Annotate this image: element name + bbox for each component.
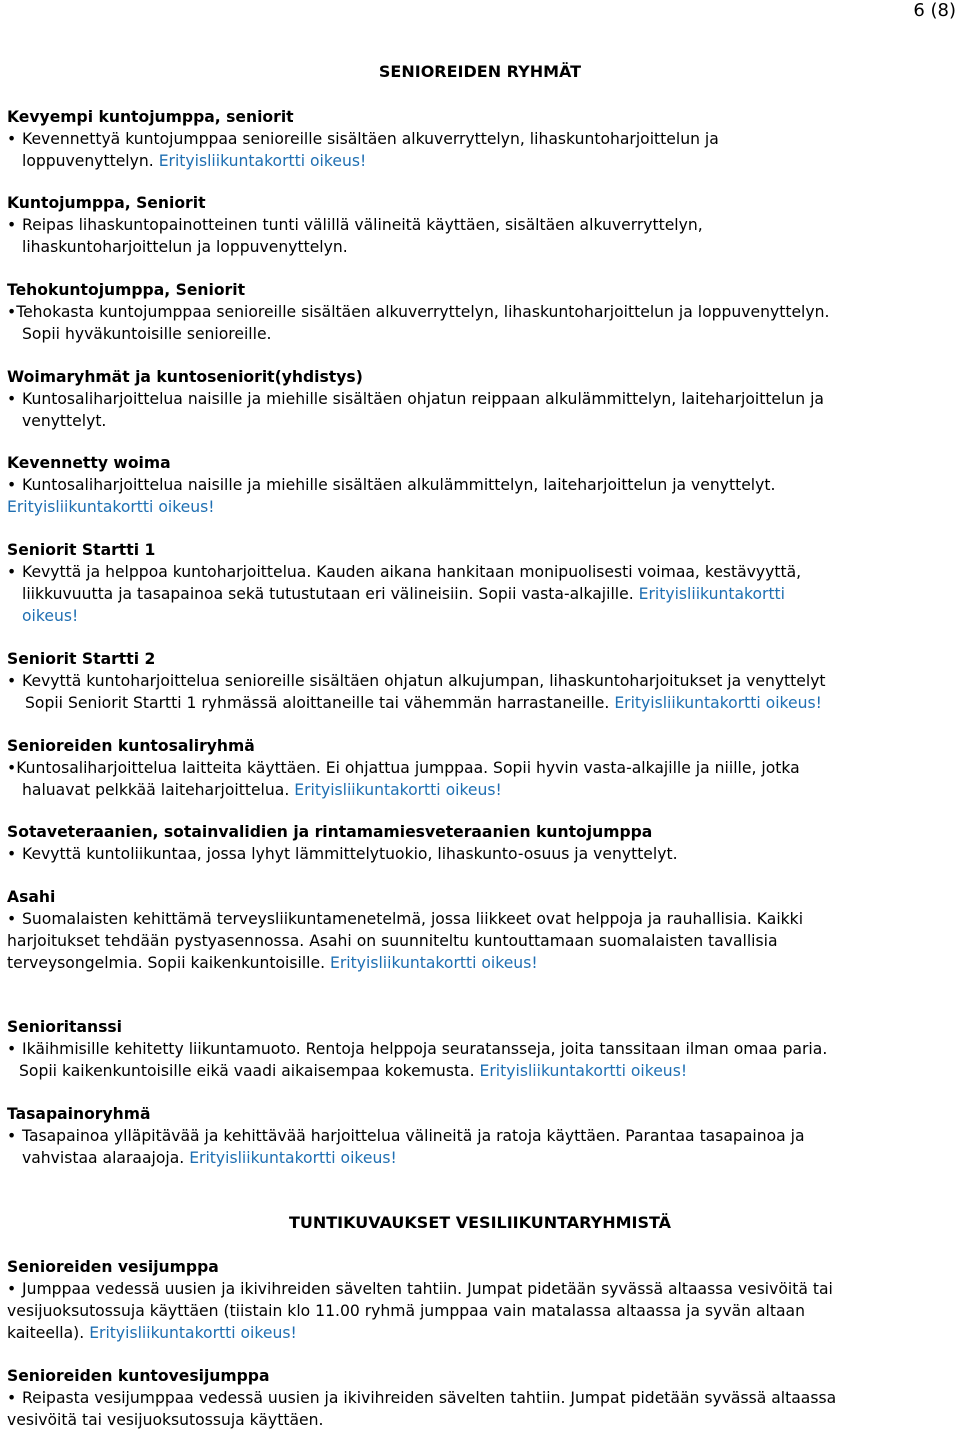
description-text: Tehokasta kuntojumppaa senioreille sisältäen alkuverryttelyn, lihaskuntoharjoittelun ja loppuvenyttelyn. [16, 303, 830, 321]
section-kuntosaliryhma [7, 735, 957, 801]
description-text: haluavat pelkkää laiteharjoittelua. [22, 781, 290, 799]
bullet-icon: • [7, 759, 17, 777]
description-text: Jumppaa vedessä uusien ja ikivihreiden sävelten tahtiin. Jumpat pidetään syvässä altaassa vesivöitä tai [22, 1280, 833, 1298]
description-text: Kevyttä ja helppoa kuntoharjoittelua. Kauden aikana hankitaan monipuolisesti voimaa, kestävyyttä, [22, 563, 802, 581]
section-heading: Kuntojumppa, Seniorit [7, 194, 206, 212]
special-card-link[interactable]: Erityisliikuntakortti oikeus! [7, 498, 215, 516]
section-tehokuntojumppa [7, 279, 957, 345]
description-text: Kuntosaliharjoittelua naisille ja miehille sisältäen alkulämmittelyn, laiteharjoittelun ja venyttelyt. [22, 476, 776, 494]
description-text: Sopii Seniorit Startti 1 ryhmässä aloittaneille tai vähemmän harrastaneille. [25, 694, 610, 712]
description-text: terveysongelmia. Sopii kaikenkuntoisille. [7, 954, 326, 972]
description-text: venyttelyt. [22, 412, 107, 430]
section-title-water-classes: TUNTIKUVAUKSET VESILIIKUNTARYHMISTÄ [288, 1213, 672, 1232]
special-card-link[interactable]: Erityisliikuntakortti oikeus! [614, 694, 822, 712]
description-text: Tasapainoa ylläpitävää ja kehittävää harjoittelua välineitä ja ratoja käyttäen. Parantaa tasapainoa ja [22, 1127, 805, 1145]
section-heading: Seniorit Startti 1 [7, 541, 156, 559]
description-text: liikkuvuutta ja tasapainoa sekä tutustutaan eri välineisiin. Sopii vasta-alkajille. [22, 585, 634, 603]
description-text: Kuntosaliharjoittelua laitteita käyttäen. Ei ohjattua jumppaa. Sopii hyvin vasta-alkajille ja niille, jotka [16, 759, 800, 777]
section-tasapainoryhma [7, 1103, 957, 1169]
special-card-link[interactable]: Erityisliikuntakortti oikeus! [158, 152, 367, 170]
section-heading: Kevyempi kuntojumppa, seniorit [7, 108, 294, 126]
section-heading: Senioreiden kuntovesijumppa [7, 1367, 270, 1385]
section-heading: Senioreiden vesijumppa [7, 1258, 219, 1276]
bullet-icon: • [7, 1389, 17, 1407]
section-heading: Senioreiden kuntosaliryhmä [7, 737, 255, 755]
description-text: vesijuoksutossuja käyttäen (tiistain klo 11.00 ryhmä jumppaa vain matalassa altaassa ja syvän altaan [7, 1302, 805, 1320]
description-text: Suomalaisten kehittämä terveysliikuntamenetelmä, jossa liikkeet ovat helppoja ja rauhallisia. Kaikki [22, 910, 804, 928]
section-vesijumppa [7, 1256, 957, 1344]
description-text: Reipasta vesijumppaa vedessä uusien ja ikivihreiden sävelten tahtiin. Jumpat pidetään syvässä altaassa [22, 1389, 837, 1407]
bullet-icon: • [7, 1127, 17, 1145]
special-card-link-end[interactable]: oikeus! [22, 607, 79, 625]
description-text: Kevyttä kuntoharjoittelua senioreille sisältäen ohjatun alkujumpan, lihaskuntoharjoitukset ja venyttelyt [22, 672, 826, 690]
special-card-link[interactable]: Erityisliikuntakortti oikeus! [330, 954, 538, 972]
description-text: vesivöitä tai vesijuoksutossuja käyttäen. [7, 1411, 324, 1429]
section-kuntojumppa [7, 192, 957, 258]
description-text: Reipas lihaskuntopainotteinen tunti välillä välineitä käyttäen, sisältäen alkuverryttelyn, [22, 216, 703, 234]
section-title-senior-groups: SENIOREIDEN RYHMÄT [378, 62, 582, 81]
description-text: Sopii hyväkuntoisille senioreille. [22, 325, 272, 343]
bullet-icon: • [7, 216, 17, 234]
special-card-link[interactable]: Erityisliikuntakortti oikeus! [294, 781, 502, 799]
page-number: 6 (8) [913, 0, 956, 21]
description-text: kaiteella). [7, 1324, 85, 1342]
section-heading: Asahi [7, 888, 56, 906]
bullet-icon: • [7, 476, 17, 494]
bullet-icon: • [7, 303, 17, 321]
special-card-link[interactable]: Erityisliikuntakortti [638, 585, 786, 603]
bullet-icon: • [7, 845, 17, 863]
bullet-icon: • [7, 563, 17, 581]
section-heading: Tehokuntojumppa, Seniorit [7, 281, 246, 299]
section-startti-2 [7, 648, 957, 714]
description-text: Kevyttä kuntoliikuntaa, jossa lyhyt lämmittelytuokio, lihaskunto-osuus ja venyttelyt. [22, 845, 678, 863]
bullet-icon: • [7, 1040, 17, 1058]
description-text: harjoitukset tehdään pystyasennossa. Asahi on suunniteltu kuntouttamaan suomalaisten tavallisia [7, 932, 778, 950]
section-heading: Senioritanssi [7, 1018, 122, 1036]
section-kuntovesijumppa [7, 1365, 957, 1431]
bullet-icon: • [7, 1280, 17, 1298]
section-heading: Sotaveteraanien, sotainvalidien ja rintamamiesveteraanien kuntojumppa [7, 823, 653, 841]
section-woimaryhmat [7, 366, 957, 432]
bullet-icon: • [7, 130, 17, 148]
section-heading: Kevennetty woima [7, 454, 171, 472]
bullet-icon: • [7, 672, 17, 690]
section-asahi [7, 886, 957, 974]
description-text: loppuvenyttelyn. [22, 152, 154, 170]
section-kevennetty-woima [7, 452, 957, 518]
bullet-icon: • [7, 390, 17, 408]
section-heading: Woimaryhmät ja kuntoseniorit(yhdistys) [7, 368, 363, 386]
section-heading: Tasapainoryhmä [7, 1105, 151, 1123]
special-card-link[interactable]: Erityisliikuntakortti oikeus! [89, 1324, 297, 1342]
description-text: lihaskuntoharjoittelun ja loppuvenyttelyn. [22, 238, 348, 256]
section-veterans [7, 821, 957, 865]
description-text: Kevennettyä kuntojumppaa senioreille sisältäen alkuverryttelyn, lihaskuntoharjoittelun ja [22, 130, 719, 148]
bullet-icon: • [7, 910, 17, 928]
section-kevyempi-kuntojumppa [7, 106, 957, 172]
section-startti-1 [7, 539, 957, 627]
description-text: Kuntosaliharjoittelua naisille ja miehille sisältäen ohjatun reippaan alkulämmittelyn, laiteharjoittelun ja [22, 390, 824, 408]
description-text: Sopii kaikenkuntoisille eikä vaadi aikaisempaa kokemusta. [19, 1062, 475, 1080]
description-text: vahvistaa alaraajoja. [22, 1149, 185, 1167]
description-text: Ikäihmisille kehitetty liikuntamuoto. Rentoja helppoja seuratansseja, joita tanssitaan ilman omaa paria. [22, 1040, 828, 1058]
special-card-link[interactable]: Erityisliikuntakortti oikeus! [189, 1149, 397, 1167]
section-senioritanssi [7, 1016, 957, 1082]
section-heading: Seniorit Startti 2 [7, 650, 156, 668]
special-card-link[interactable]: Erityisliikuntakortti oikeus! [479, 1062, 688, 1080]
